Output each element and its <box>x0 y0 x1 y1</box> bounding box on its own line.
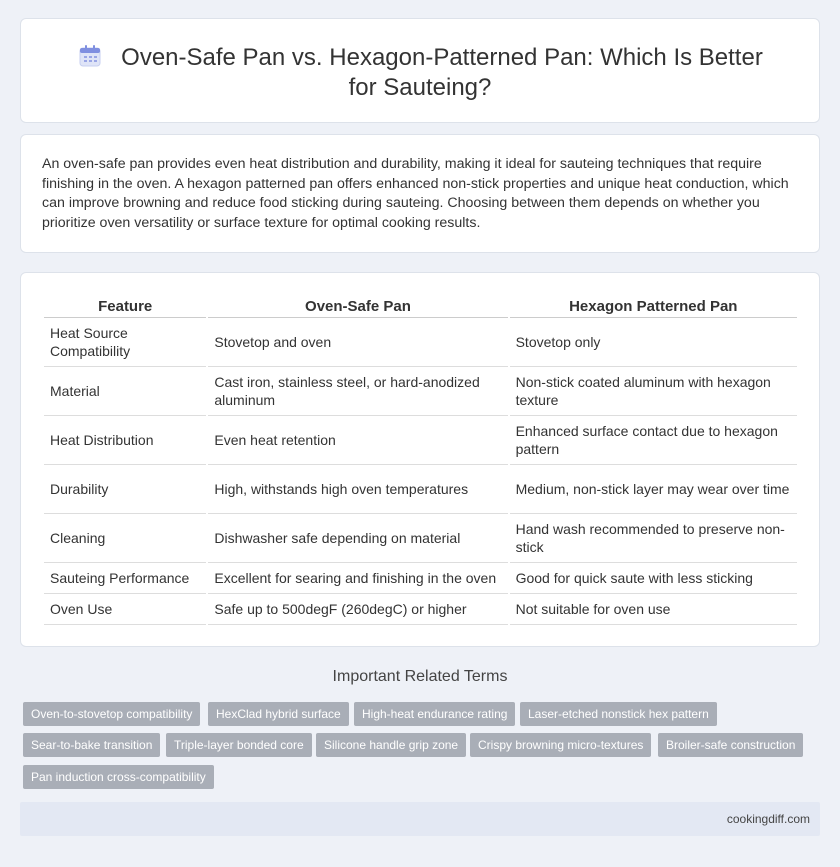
table-cell: Durability <box>44 465 206 514</box>
table-row <box>44 367 797 416</box>
related-term-tag[interactable]: High-heat endurance rating <box>354 702 515 726</box>
header-feature: Feature <box>44 294 206 318</box>
footer-site-link[interactable]: cookingdiff.com <box>726 812 810 826</box>
intro-text: An oven-safe pan provides even heat distribution and durability, making it ideal for sauteing techniques that require finishing in the oven. A hexagon patterned pan offers enhanced non-stick properties and unique heat conduction, which can improve browning and reduce food sticking during sauteing. Choosing between them depends on whether you prioritize oven versatility or surface texture for optimal cooking results. <box>42 156 789 231</box>
related-term-tag[interactable]: Crispy browning micro-textures <box>470 733 651 757</box>
header-hexagon: Hexagon Patterned Pan <box>510 294 797 318</box>
related-term-tag[interactable]: Silicone handle grip zone <box>316 733 466 757</box>
table-cell: Safe up to 500degF (260degC) or higher <box>208 594 507 625</box>
table-cell: Enhanced surface contact due to hexagon pattern <box>510 416 797 465</box>
related-term-tag[interactable]: HexClad hybrid surface <box>208 702 349 726</box>
page-title: Oven-Safe Pan vs. Hexagon-Patterned Pan: Which Is Better for Sauteing? <box>121 44 763 101</box>
table-cell: Not suitable for oven use <box>510 594 797 625</box>
related-term-tag[interactable]: Broiler-safe construction <box>658 733 803 757</box>
related-term-tag[interactable]: Sear-to-bake transition <box>23 733 160 757</box>
table-cell: Medium, non-stick layer may wear over time <box>510 465 797 514</box>
table-cell: Material <box>44 367 206 416</box>
related-term-tag[interactable]: Pan induction cross-compatibility <box>23 765 214 789</box>
comparison-card <box>20 272 820 647</box>
table-cell: Heat Source Compatibility <box>44 318 206 367</box>
table-cell: High, withstands high oven temperatures <box>208 465 507 514</box>
intro-card <box>20 134 820 253</box>
table-cell: Good for quick saute with less sticking <box>510 563 797 594</box>
footer <box>20 802 820 836</box>
related-term-tag[interactable]: Triple-layer bonded core <box>166 733 312 757</box>
related-term-tag[interactable]: Laser-etched nonstick hex pattern <box>520 702 717 726</box>
table-cell: Dishwasher safe depending on material <box>208 514 507 563</box>
title-card <box>20 18 820 123</box>
comparison-table <box>42 294 799 625</box>
table-row <box>44 318 797 367</box>
table-row <box>44 563 797 594</box>
table-cell: Stovetop only <box>510 318 797 367</box>
table-row <box>44 465 797 514</box>
table-cell: Cast iron, stainless steel, or hard-anodized aluminum <box>208 367 507 416</box>
table-cell: Hand wash recommended to preserve non-stick <box>510 514 797 563</box>
table-cell: Sauteing Performance <box>44 563 206 594</box>
table-row <box>44 594 797 625</box>
page-title-wrap <box>21 43 819 103</box>
header-oven-safe: Oven-Safe Pan <box>208 294 507 318</box>
related-terms-title: Important Related Terms <box>332 668 508 685</box>
table-cell: Even heat retention <box>208 416 507 465</box>
related-term-tag[interactable]: Oven-to-stovetop compatibility <box>23 702 200 726</box>
table-cell: Stovetop and oven <box>208 318 507 367</box>
table-cell: Heat Distribution <box>44 416 206 465</box>
table-cell: Oven Use <box>44 594 206 625</box>
table-row <box>44 416 797 465</box>
table-cell: Non-stick coated aluminum with hexagon texture <box>510 367 797 416</box>
table-row <box>44 514 797 563</box>
table-header-row <box>44 294 797 318</box>
table-cell: Excellent for searing and finishing in the oven <box>208 563 507 594</box>
calendar-icon <box>77 43 103 69</box>
table-cell: Cleaning <box>44 514 206 563</box>
